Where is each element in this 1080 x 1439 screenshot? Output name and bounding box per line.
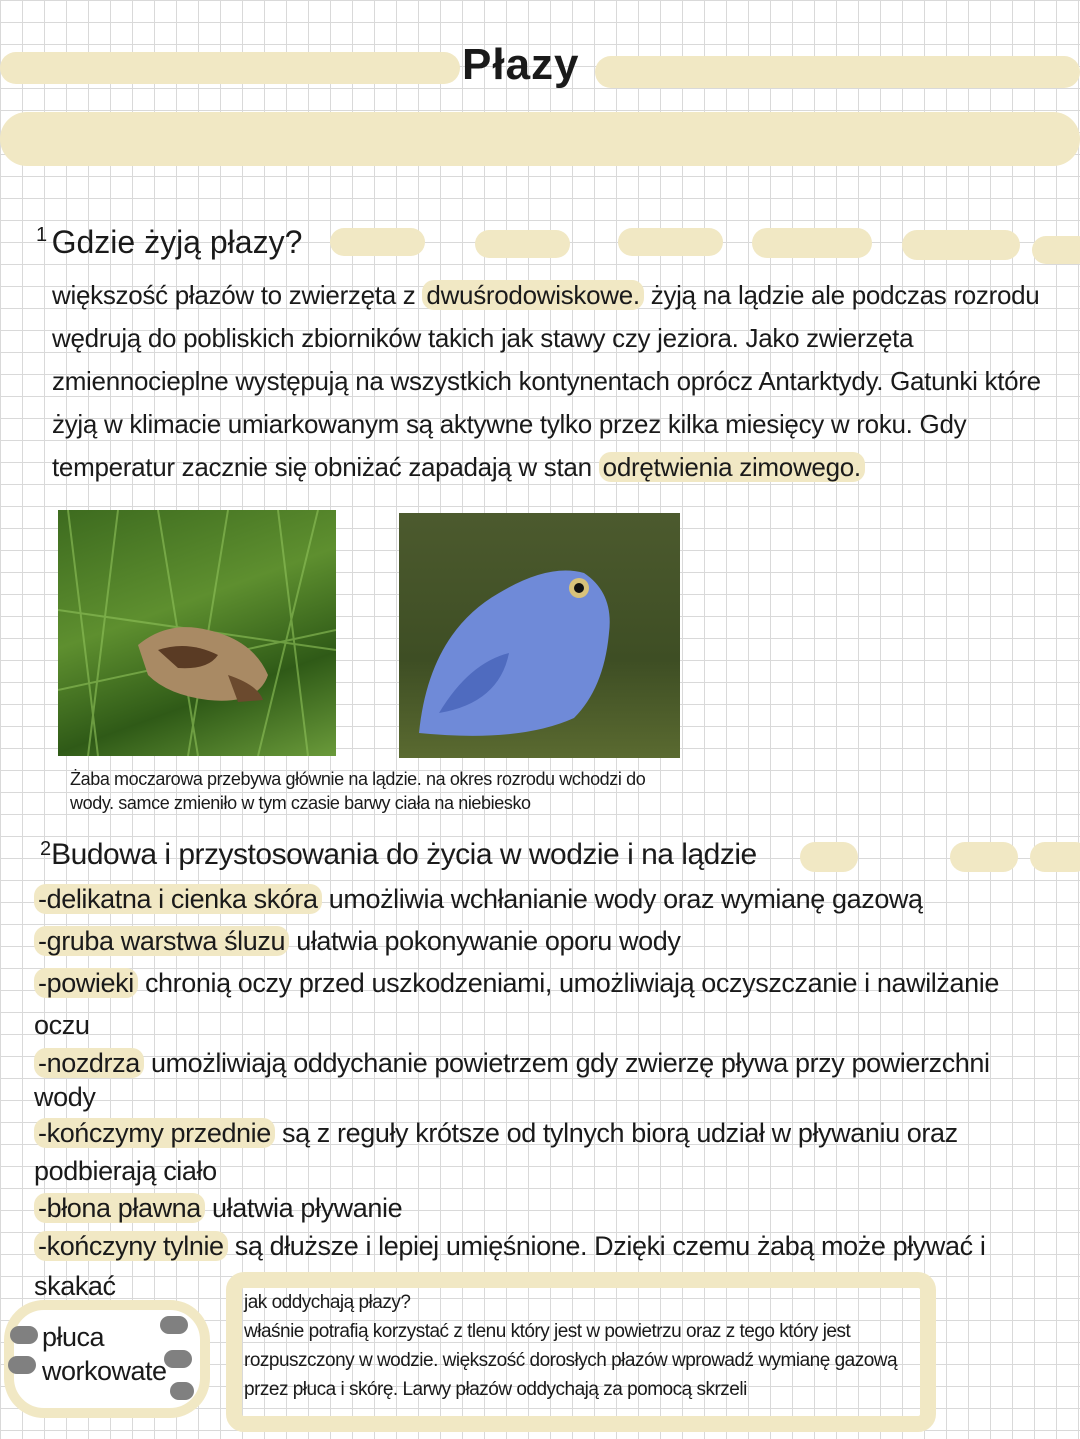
highlight: odrętwienia zimowego.: [599, 452, 865, 482]
section-2-heading: [40, 838, 757, 872]
heading-dash: [475, 230, 570, 258]
brown-frog-photo: [58, 510, 336, 756]
sticker-dot: [170, 1382, 194, 1400]
list-item: -nozdrza umożliwiają oddychanie powietrzem gdy zwierzę pływa przy powierzchni wody: [34, 1048, 990, 1112]
list-item: -błona pławna ułatwia pływanie: [34, 1190, 1054, 1226]
heading-dash: [1032, 236, 1080, 264]
section-number: 2: [40, 838, 52, 860]
sticker-dot: [8, 1356, 36, 1374]
list-item: -kończymy przednie są z reguły krótsze od tylnych biorą udział w pływaniu oraz podbierają ciało: [34, 1118, 958, 1186]
photo-caption: Żaba moczarowa przebywa głównie na lądzie. na okres rozrodu wchodzi do wody. samce zmieniło w tym czasie barwy ciała na niebiesko: [70, 769, 646, 813]
list-item: -gruba warstwa śluzu ułatwia pokonywanie oporu wody: [34, 920, 1054, 962]
section-title: Gdzie żyją płazy?: [51, 224, 303, 260]
note-text: właśnie potrafią korzystać z tlenu który jest w powietrzu oraz z tego który jest rozpuszczony w wodzie. większość dorosłych płazów wprowadź wymianę gazową przez płuca i skórę. Larwy płazów oddychają za pomocą skrzeli: [244, 1321, 898, 1400]
section-title: Budowa i przystosowania do życia w wodzie i na lądzie: [51, 838, 757, 871]
heading-dash: [1030, 842, 1080, 872]
section-1-paragraph: większość płazów to zwierzęta z dwuśrodowiskowe. żyją na lądzie ale podczas rozrodu wędrują do pobliskich zbiorników takich jak stawy czy jeziora. Jako zwierzęta zmiennocieplne występują na wszystkich kontynentach oprócz Antarktydy. Gatunki które żyją w klimacie umiarkowanym są aktywne tylko przez kilka miesięcy w roku. Gdy temperatur zacznie się obniżać zapadają w stan odrętwienia zimowego.: [52, 280, 1041, 482]
sticker-dot: [164, 1350, 192, 1368]
title-bar-right: [595, 56, 1080, 88]
section-1-heading: [36, 224, 302, 261]
frog-icon: [399, 513, 680, 758]
sticker-dot: [10, 1326, 38, 1344]
heading-dash: [950, 842, 1018, 872]
list-item: -kończyny tylnie są dłuższe i lepiej umięśnione. Dzięki czemu żabą może pływać i skakać: [34, 1231, 986, 1301]
heading-dash: [752, 228, 872, 258]
heading-dash: [800, 842, 858, 872]
page-title: Płazy: [462, 40, 580, 89]
frog-icon: [58, 510, 336, 756]
header-bar: [0, 112, 1080, 166]
note-question: jak oddychają płazy?: [244, 1292, 411, 1313]
heading-dash: [618, 228, 723, 256]
title-bar-left: [0, 52, 460, 84]
heading-dash: [330, 228, 425, 256]
adaptations-list: [34, 878, 1054, 1306]
sticker-text: płuca workowate: [42, 1322, 167, 1386]
list-item: -delikatna i cienka skóra umożliwia wchłanianie wody oraz wymianę gazową: [34, 878, 1054, 920]
highlight: dwuśrodowiskowe.: [422, 280, 643, 310]
heading-dash: [902, 230, 1020, 260]
list-item: -powieki chronią oczy przed uszkodzeniami, umożliwiają oczyszczanie i nawilżanie oczu: [34, 968, 999, 1040]
blue-frog-photo: [399, 513, 680, 758]
section-number: 1: [36, 224, 48, 246]
